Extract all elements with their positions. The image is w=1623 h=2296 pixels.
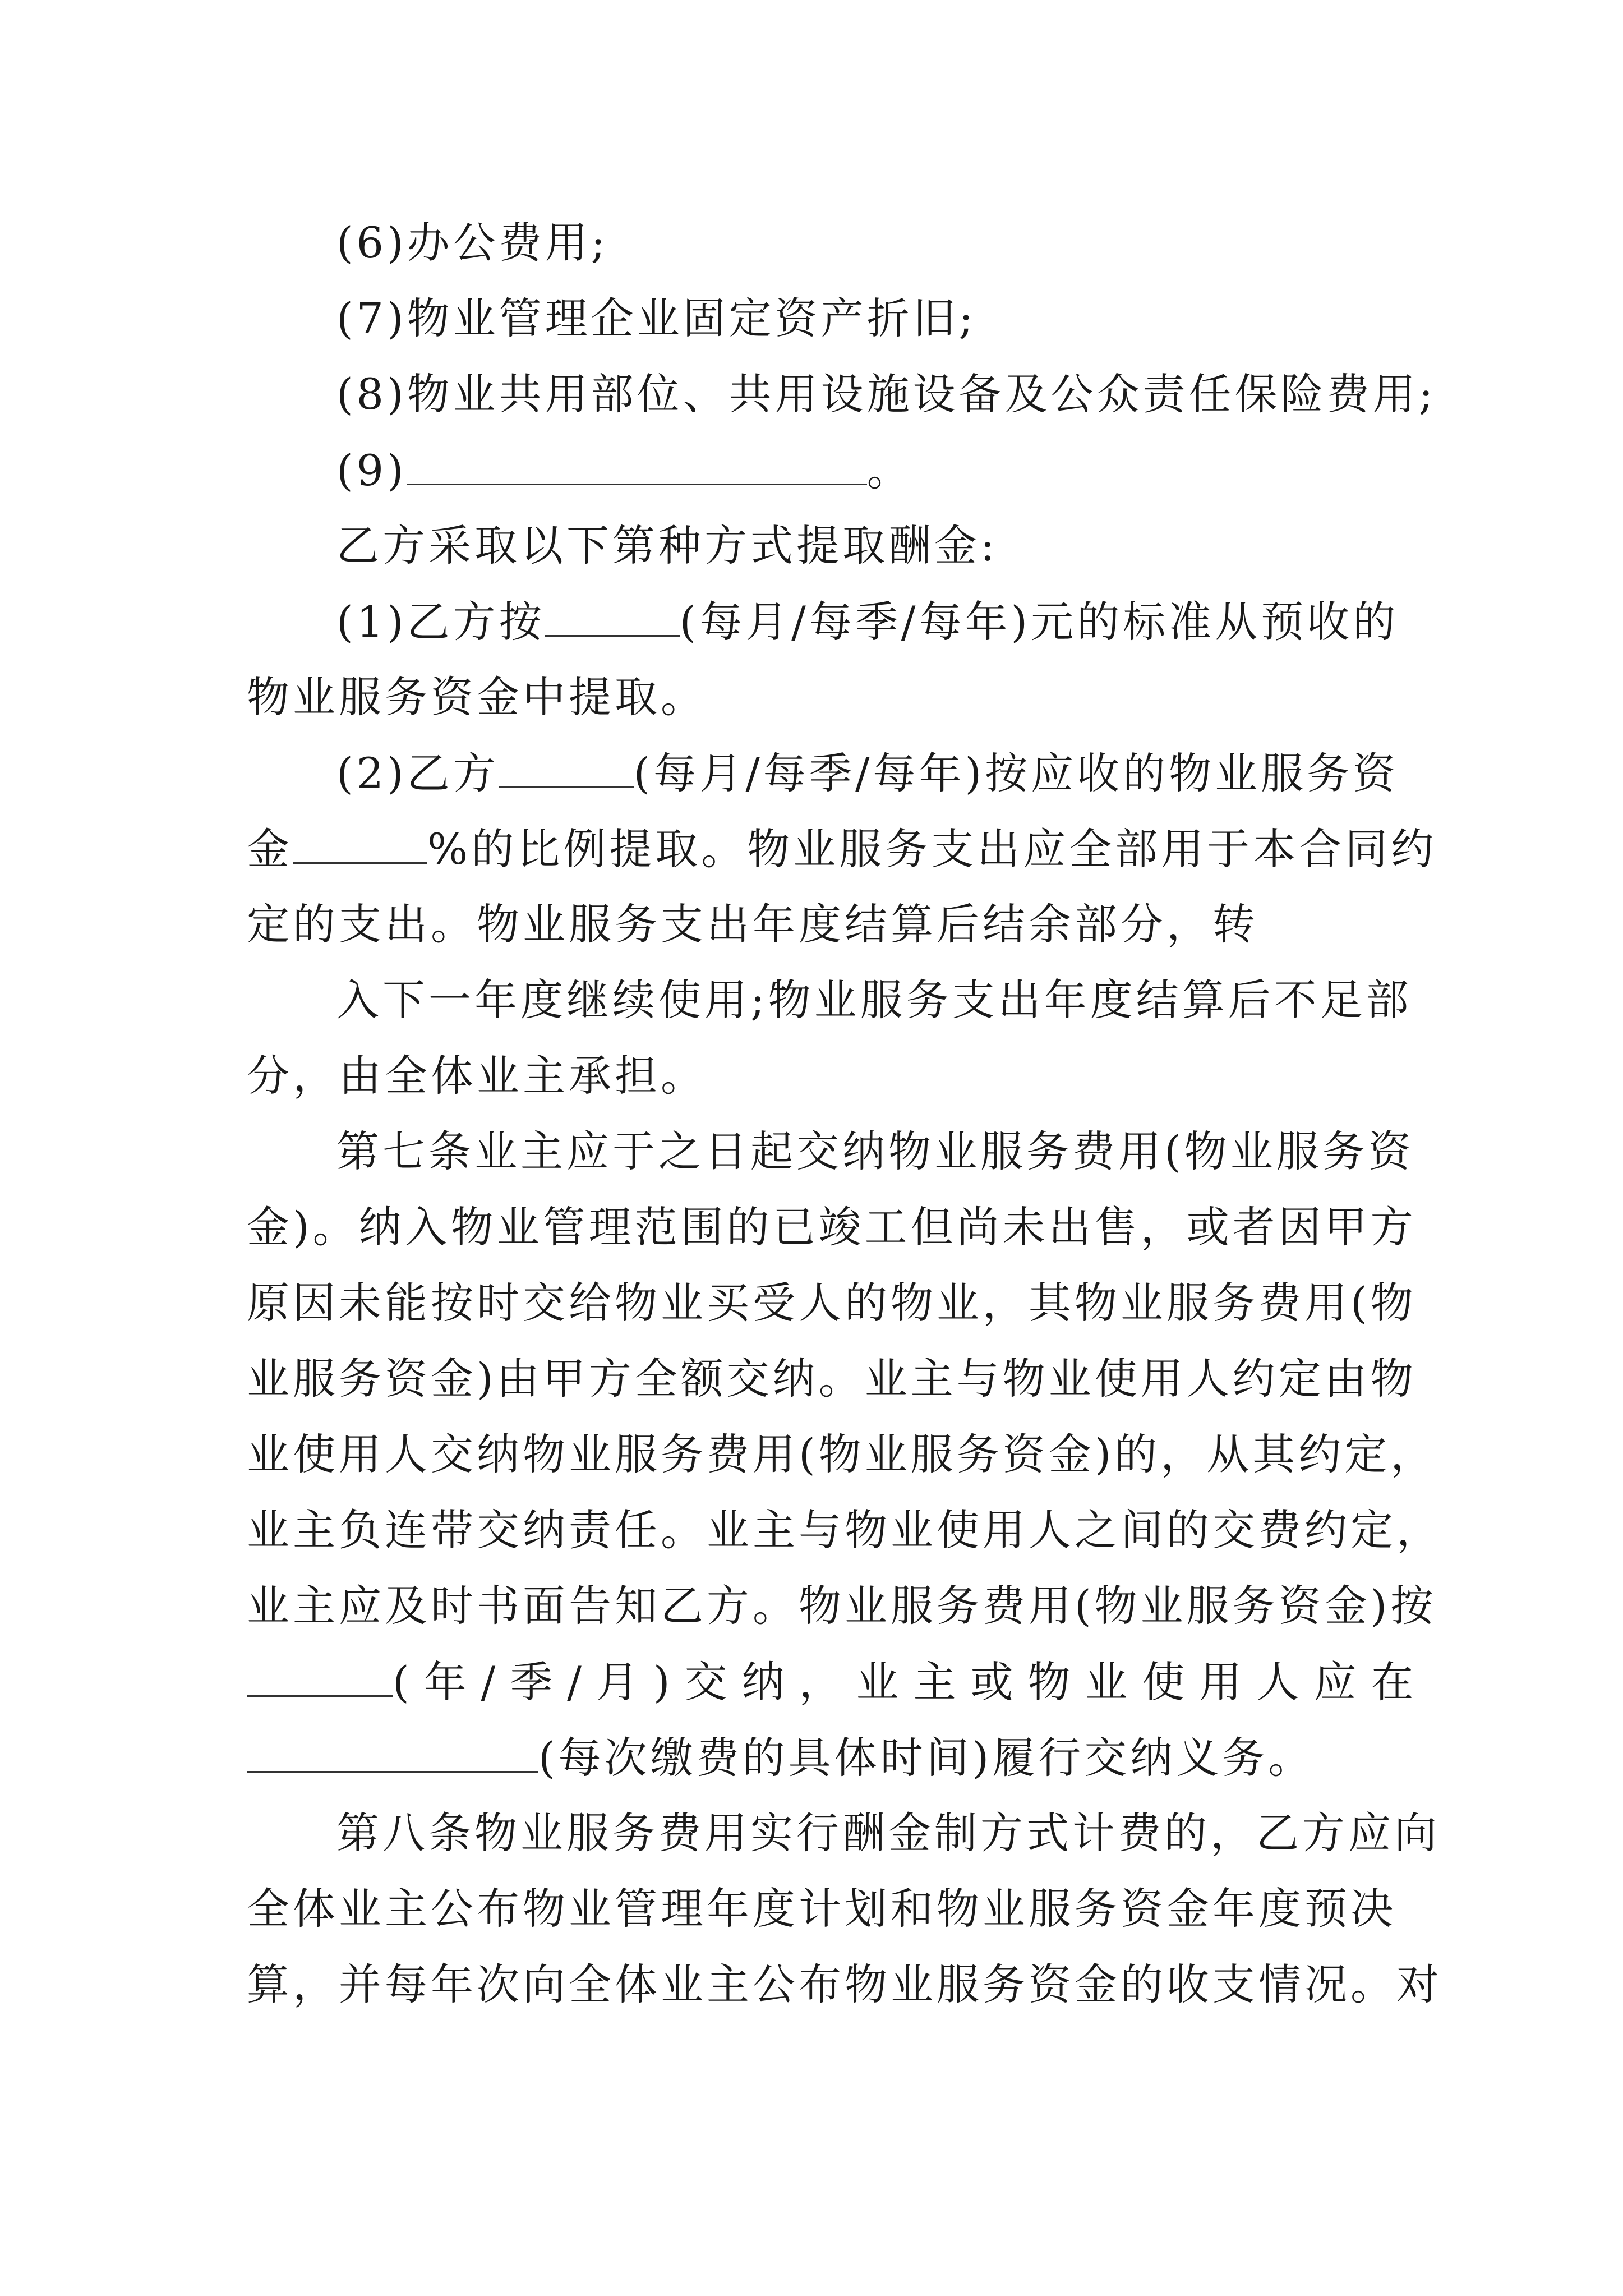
text-fragment: 金 bbox=[247, 824, 293, 874]
text-line bbox=[336, 748, 1399, 798]
text-line: 业主应及时书面告知乙方。物业服务费用(物业服务资金)按 bbox=[247, 1581, 1437, 1631]
text-line: 算，并每年次向全体业主公布物业服务资金的收支情况。对 bbox=[247, 1959, 1442, 2009]
text-line: 定的支出。物业服务支出年度结算后结余部分，转 bbox=[247, 899, 1258, 949]
text-line bbox=[336, 597, 1399, 647]
fill-blank[interactable] bbox=[293, 827, 427, 864]
text-line: 第八条物业服务费用实行酬金制方式计费的，乙方应向 bbox=[336, 1808, 1440, 1858]
fill-blank[interactable] bbox=[545, 600, 680, 637]
text-line: (8)物业共用部位、共用设施设备及公众责任保险费用; bbox=[336, 369, 1437, 419]
fill-blank[interactable] bbox=[247, 1660, 393, 1697]
text-fragment: (每月/每季/每年)元的标准从预收的 bbox=[679, 597, 1399, 647]
fill-blank[interactable] bbox=[247, 1736, 538, 1773]
text-fragment: (年/季/月)交纳，业主或物业使用人应在 bbox=[393, 1657, 1428, 1707]
text-line bbox=[247, 1657, 1428, 1707]
text-line bbox=[247, 1733, 1315, 1783]
text-line: 全体业主公布物业管理年度计划和物业服务资金年度预决 bbox=[247, 1884, 1396, 1934]
text-line: 物业服务资金中提取。 bbox=[247, 672, 707, 722]
fill-blank[interactable] bbox=[407, 449, 867, 485]
text-fragment: 。 bbox=[866, 445, 913, 495]
text-fragment: (2)乙方 bbox=[336, 748, 499, 798]
text-line: (6)办公费用; bbox=[336, 218, 609, 268]
text-line: 业主负连带交纳责任。业主与物业使用人之间的交费约定， bbox=[247, 1505, 1442, 1555]
text-line: 业使用人交纳物业服务费用(物业服务资金)的，从其约定， bbox=[247, 1429, 1437, 1479]
text-line bbox=[247, 824, 1437, 874]
text-fragment: (每次缴费的具体时间)履行交纳义务。 bbox=[538, 1733, 1315, 1783]
text-fragment: (1)乙方按 bbox=[336, 597, 545, 647]
text-line: 乙方采取以下第种方式提取酬金: bbox=[336, 521, 998, 570]
text-line bbox=[336, 445, 913, 495]
text-line: 业服务资金)由甲方全额交纳。业主与物业使用人约定由物 bbox=[247, 1354, 1417, 1404]
text-fragment: (每月/每季/每年)按应收的物业服务资 bbox=[633, 748, 1399, 798]
text-line: 入下一年度继续使用;物业服务支出年度结算后不足部 bbox=[336, 975, 1412, 1025]
item-number: (9) bbox=[336, 445, 407, 495]
fill-blank[interactable] bbox=[499, 752, 634, 788]
text-line: 原因未能按时交给物业买受人的物业，其物业服务费用(物 bbox=[247, 1278, 1417, 1328]
text-line: 金)。纳入物业管理范围的已竣工但尚未出售，或者因甲方 bbox=[247, 1202, 1417, 1252]
text-fragment: %的比例提取。物业服务支出应全部用于本合同约 bbox=[427, 824, 1437, 874]
text-line: 分，由全体业主承担。 bbox=[247, 1051, 707, 1101]
text-line: 第七条业主应于之日起交纳物业服务费用(物业服务资 bbox=[336, 1126, 1414, 1176]
text-line: (7)物业管理企业固定资产折旧; bbox=[336, 293, 977, 343]
